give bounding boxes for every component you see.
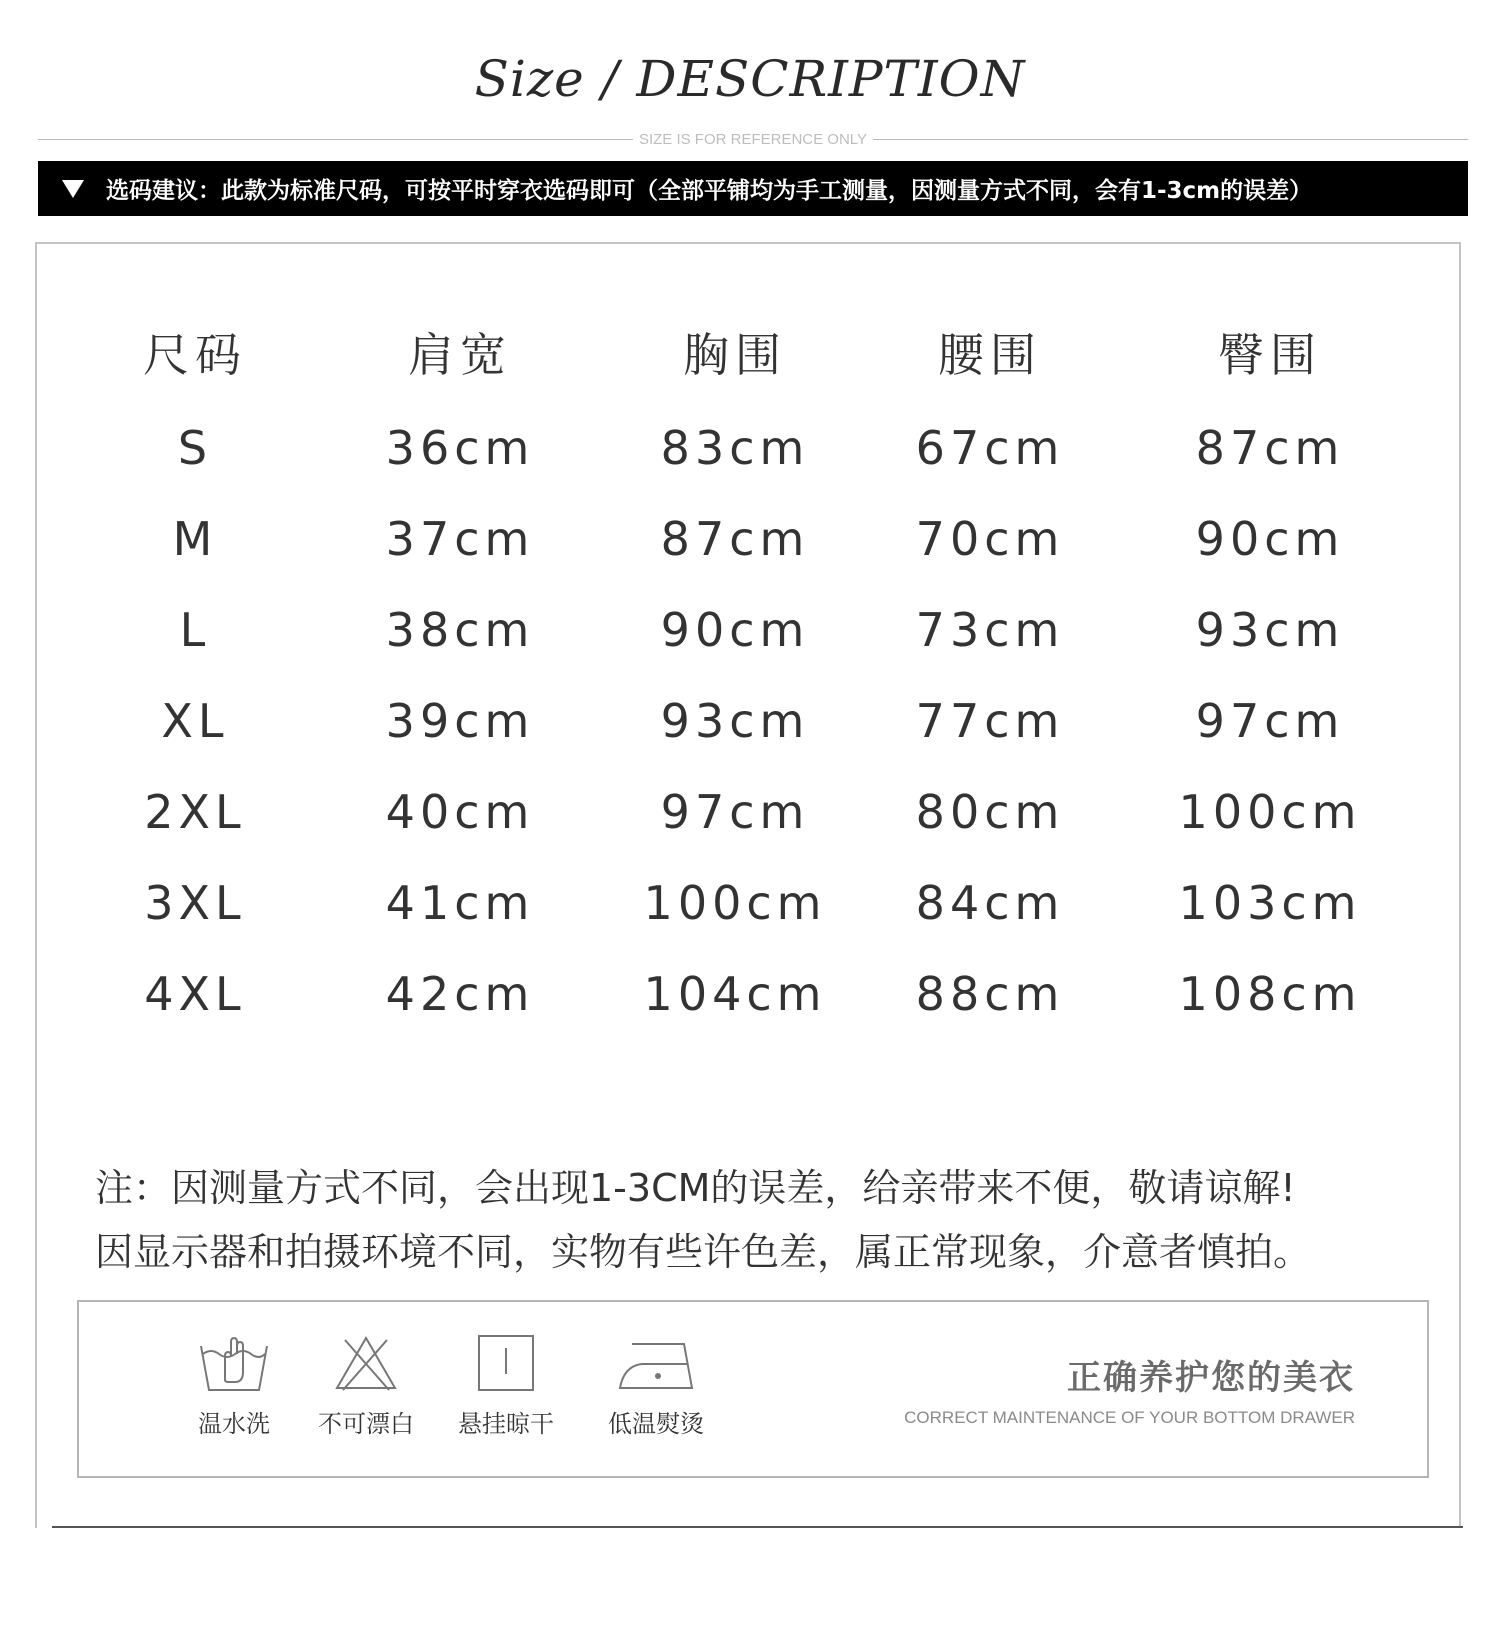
care-subtitle: CORRECT MAINTENANCE OF YOUR BOTTOM DRAWER — [904, 1408, 1355, 1427]
measurement-note: 注：因测量方式不同，会出现1-3CM的误差，给亲带来不便，敬请谅解! — [95, 1166, 1296, 1210]
care-item-bleach — [301, 1332, 431, 1439]
header-waist: 腰围 — [938, 328, 1042, 382]
table-cell: L — [179, 602, 211, 657]
table-cell: 90cm — [660, 602, 810, 657]
table-cell: 93cm — [660, 693, 810, 748]
table-cell: 97cm — [660, 784, 810, 839]
table-cell: 4XL — [144, 966, 246, 1021]
table-cell: 2XL — [144, 784, 246, 839]
triangle-down-icon — [62, 180, 84, 198]
header-hip: 臀围 — [1218, 328, 1322, 382]
care-instructions-box — [77, 1300, 1429, 1478]
table-row — [75, 584, 1425, 675]
header-shoulder: 肩宽 — [408, 328, 512, 382]
table-row — [75, 493, 1425, 584]
table-cell: 70cm — [915, 511, 1065, 566]
care-item-hang-dry — [441, 1332, 571, 1439]
care-item-wash — [169, 1332, 299, 1439]
table-cell: 93cm — [1195, 602, 1345, 657]
table-cell: 84cm — [915, 875, 1065, 930]
care-title: 正确养护您的美衣 — [1067, 1358, 1355, 1398]
table-cell: 100cm — [643, 875, 827, 930]
low-iron-icon — [616, 1332, 696, 1394]
table-cell: 77cm — [915, 693, 1065, 748]
table-cell: 42cm — [385, 966, 535, 1021]
table-cell: 41cm — [385, 875, 535, 930]
header-size: 尺码 — [143, 328, 247, 382]
table-cell: 83cm — [660, 420, 810, 475]
table-cell: M — [172, 511, 218, 566]
table-cell: 87cm — [660, 511, 810, 566]
size-table — [75, 302, 1425, 1039]
table-cell: 90cm — [1195, 511, 1345, 566]
table-row — [75, 675, 1425, 766]
table-cell: 97cm — [1195, 693, 1345, 748]
table-cell: 73cm — [915, 602, 1065, 657]
table-cell: 67cm — [915, 420, 1065, 475]
table-cell: 40cm — [385, 784, 535, 839]
table-cell: 100cm — [1178, 784, 1362, 839]
page-title: Size / DESCRIPTION — [474, 50, 1026, 108]
table-cell: 103cm — [1178, 875, 1362, 930]
table-cell: S — [177, 420, 213, 475]
table-cell: 87cm — [1195, 420, 1345, 475]
table-cell: XL — [161, 693, 229, 748]
frame-bottom-rule — [52, 1526, 1463, 1528]
table-cell: 38cm — [385, 602, 535, 657]
table-cell: 80cm — [915, 784, 1065, 839]
table-cell: 36cm — [385, 420, 535, 475]
size-advice-text: 选码建议：此款为标准尺码，可按平时穿衣选码即可（全部平铺均为手工测量，因测量方式不同，会有1-3cm的误差） — [106, 178, 1313, 204]
table-cell: 39cm — [385, 693, 535, 748]
table-header-row — [75, 302, 1425, 402]
table-cell: 88cm — [915, 966, 1065, 1021]
table-row — [75, 402, 1425, 493]
care-label: 悬挂晾干 — [458, 1410, 554, 1438]
table-row — [75, 857, 1425, 948]
care-label: 不可漂白 — [318, 1410, 414, 1438]
table-cell: 108cm — [1178, 966, 1362, 1021]
care-label: 低温熨烫 — [608, 1410, 704, 1438]
header-chest: 胸围 — [683, 328, 787, 382]
hang-dry-icon — [471, 1332, 541, 1394]
color-note: 因显示器和拍摄环境不同，实物有些许色差，属正常现象，介意者慎拍。 — [95, 1230, 1312, 1274]
reference-note: SIZE IS FOR REFERENCE ONLY — [633, 127, 873, 153]
reference-divider — [38, 127, 1468, 153]
care-label: 温水洗 — [198, 1410, 270, 1438]
size-advice-banner — [38, 161, 1468, 216]
table-cell: 37cm — [385, 511, 535, 566]
warm-wash-icon — [199, 1332, 269, 1394]
table-cell: 3XL — [144, 875, 246, 930]
care-item-iron — [591, 1332, 721, 1439]
table-row — [75, 766, 1425, 857]
table-row — [75, 948, 1425, 1039]
no-bleach-icon — [331, 1332, 401, 1394]
table-cell: 104cm — [643, 966, 827, 1021]
